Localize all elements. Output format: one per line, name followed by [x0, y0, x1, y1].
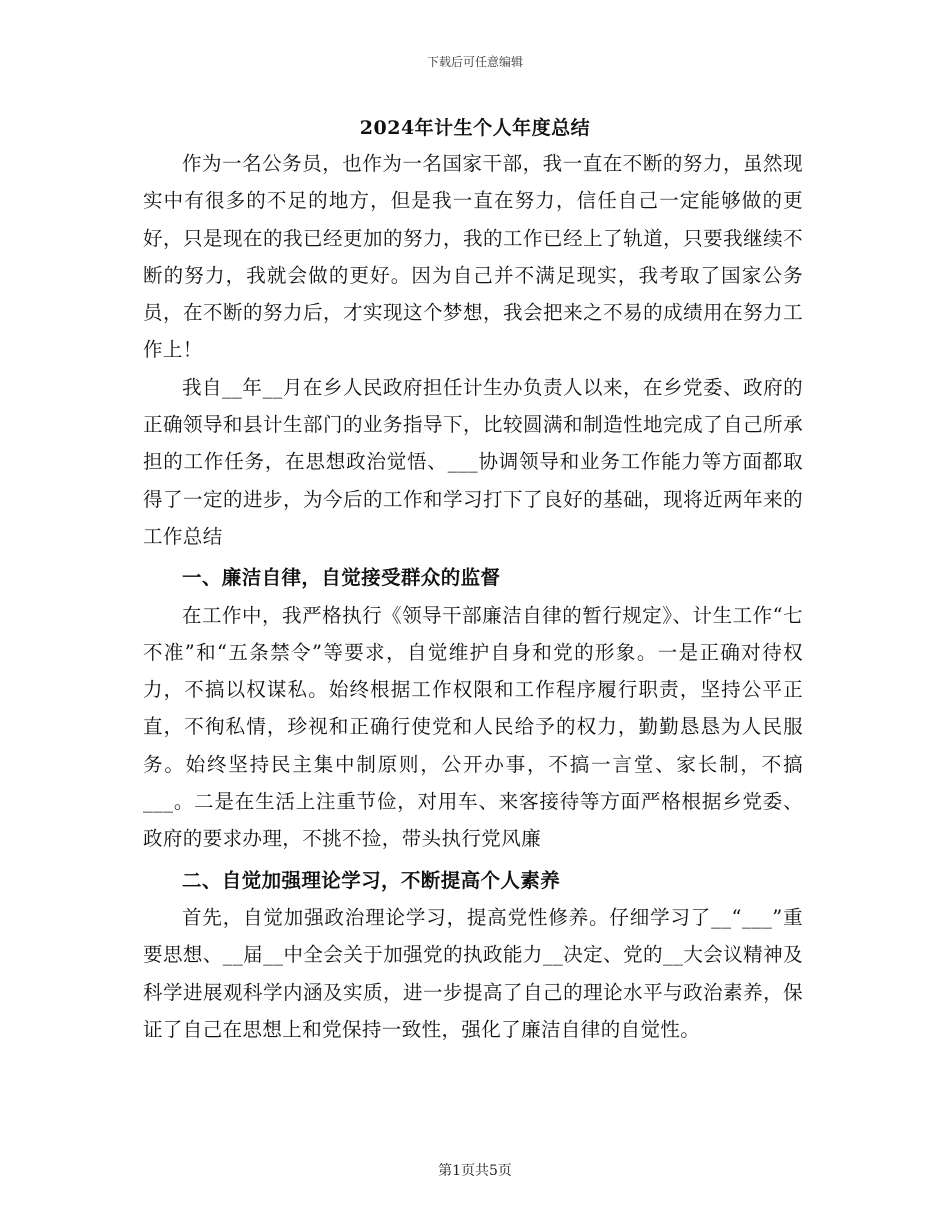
header-note: 下载后可任意编辑	[426, 55, 523, 69]
document-body	[143, 145, 803, 1048]
paragraph-background: 我自__年__月在乡人民政府担任计生办负责人以来，在乡党委、政府的正确领导和县计生部门的业务指导下，比较圆满和制造性地完成了自己所承担的工作任务，在思想政治觉悟、___协调领导和业务工作能力等方面都取得了一定的进步，为今后的工作和学习打下了良好的基础，现将近两年来的工作总结	[143, 375, 803, 548]
page-number: 第1页共5页	[438, 1163, 512, 1179]
document-title: 2024年计生个人年度总结	[359, 117, 591, 139]
section-heading-2: 二、自觉加强理论学习，不断提高个人素养	[182, 868, 561, 892]
section-heading-1: 一、廉洁自律，自觉接受群众的监督	[182, 566, 501, 590]
paragraph-section-1: 在工作中，我严格执行《领导干部廉洁自律的暂行规定》、计生工作“七不准”和“五条禁令”等要求，自觉维护自身和党的形象。一是正确对待权力，不搞以权谋私。始终根据工作权限和工作程序履行职责，坚持公平正直，不徇私情，珍视和正确行使党和人民给予的权力，勤勤恳恳为人民服务。始终坚持民主集中制原则，公开办事，不搞一言堂、家长制，不搞___。二是在生活上注重节俭，对用车、来客接待等方面严格根据乡党委、政府的要求办理，不挑不捡，带头执行党风廉	[143, 603, 803, 851]
paragraph-intro: 作为一名公务员，也作为一名国家干部，我一直在不断的努力，虽然现实中有很多的不足的地方，但是我一直在努力，信任自己一定能够做的更好，只是现在的我已经更加的努力，我的工作已经上了轨道，只要我继续不断的努力，我就会做的更好。因为自己并不满足现实，我考取了国家公务员，在不断的努力后，才实现这个梦想，我会把来之不易的成绩用在努力工作上！	[143, 152, 803, 362]
paragraph-section-2: 首先，自觉加强政治理论学习，提高党性修养。仔细学习了__“___”重要思想、__届__中全会关于加强党的执政能力__决定、党的__大会议精神及科学进展观科学内涵及实质，进一步提高了自己的理论水平与政治素养，保证了自己在思想上和党保持一致性，强化了廉洁自律的自觉性。	[143, 905, 803, 1041]
